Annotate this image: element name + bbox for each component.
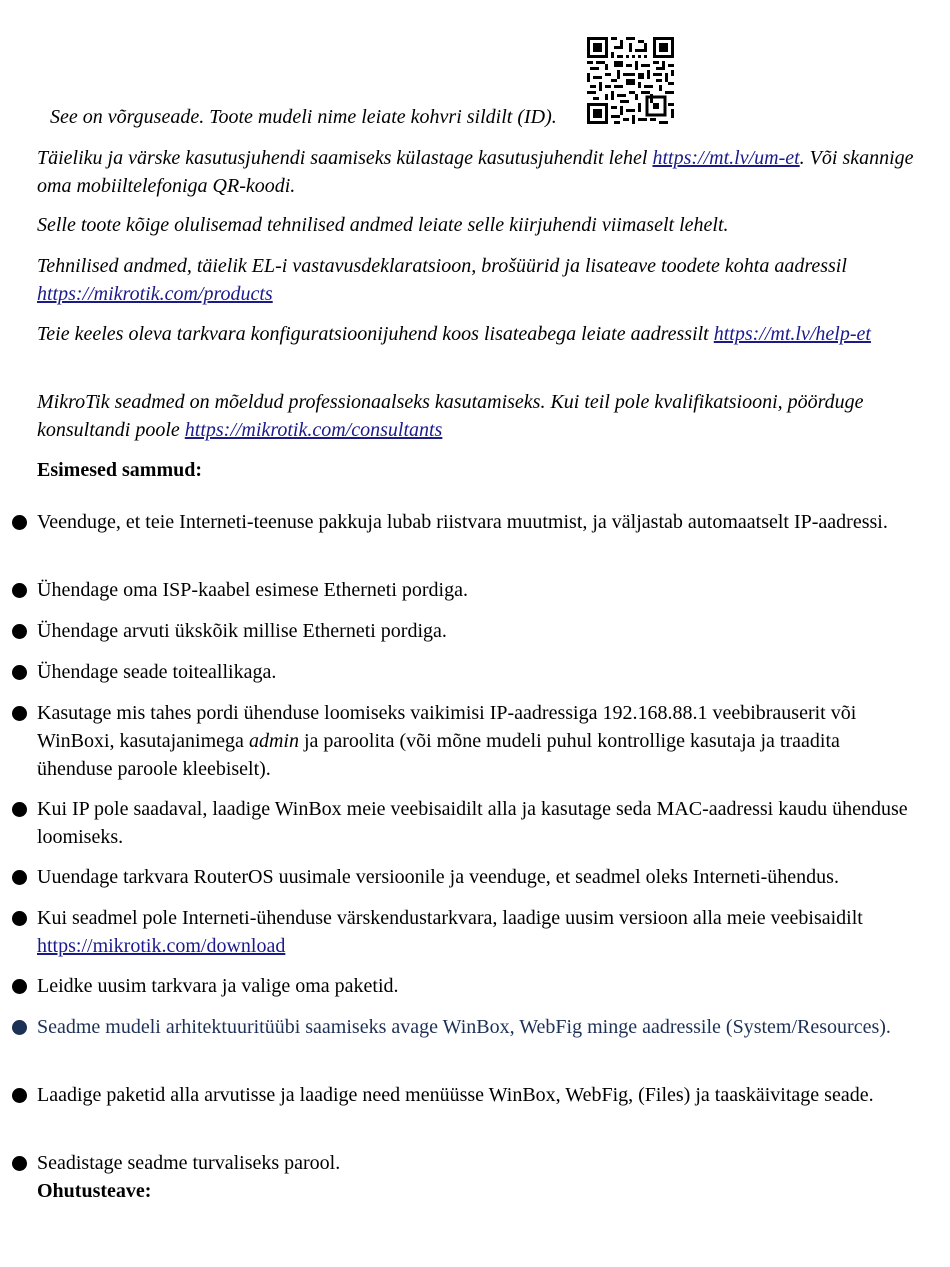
products-paragraph	[37, 252, 917, 308]
username-text: admin	[248, 730, 299, 752]
list-item: Uuendage tarkvara RouterOS uusimale versioonile ja veenduge, et seadmel oleks Interneti-ühendus.	[37, 866, 839, 888]
list-item: Seadme mudeli arhitektuuritüübi saamiseks avage WinBox, WebFig minge aadressile (System/Resources).	[37, 1016, 891, 1038]
bullet-icon	[12, 515, 27, 530]
intro-text: See on võrguseade. Toote mudeli nime leiate kohvri sildilt (ID).	[50, 106, 557, 128]
list-item	[37, 904, 917, 960]
list-item: Seadistage seadme turvaliseks parool.	[37, 1152, 341, 1174]
list-item: Ühendage seade toiteallikaga.	[37, 661, 277, 683]
bullet-icon	[12, 1020, 27, 1035]
first-steps-heading: Esimesed sammud:	[37, 459, 203, 481]
tech-data-paragraph: Selle toote kõige olulisemad tehnilised andmed leiate selle kiirjuhendi viimaselt lehelt.	[37, 214, 729, 236]
list-item: Laadige paketid alla arvutisse ja laadige need menüüsse WinBox, WebFig, (Files) ja taaskäivitage seade.	[37, 1084, 874, 1106]
bullet-icon	[12, 624, 27, 639]
list-item: Ühendage arvuti ükskõik millise Etherneti pordiga.	[37, 620, 447, 642]
manual-link[interactable]: https://mt.lv/um-et	[652, 147, 800, 169]
bullet-icon	[12, 870, 27, 885]
products-text: Tehnilised andmed, täielik EL-i vastavusdeklaratsioon, brošüürid ja lisateave toodete kohta aadressil	[37, 255, 847, 277]
help-text: Teie keeles oleva tarkvara konfiguratsioonijuhend koos lisateabega leiate aadressilt	[37, 323, 709, 345]
list-item: Ühendage oma ISP-kaabel esimese Etherneti pordiga.	[37, 579, 468, 601]
bullet-icon	[12, 1156, 27, 1171]
consultants-link[interactable]: https://mikrotik.com/consultants	[184, 419, 443, 441]
manual-paragraph	[37, 144, 917, 200]
qr-code	[587, 37, 674, 124]
consultants-text: MikroTik seadmed on mõeldud professionaalseks kasutamiseks. Kui teil pole kvalifikatsiooni, pöörduge konsultandi poole	[37, 391, 864, 441]
list-item	[37, 699, 917, 783]
help-paragraph	[37, 320, 917, 348]
manual-text: Täieliku ja värske kasutusjuhendi saamiseks külastage kasutusjuhendit lehel	[37, 147, 648, 169]
login-text: Kasutage mis tahes pordi ühenduse loomiseks vaikimisi IP-aadressiga 192.168.88.1 veebibrauserit või WinBoxi, kasutajanimega	[37, 702, 857, 752]
bullet-icon	[12, 802, 27, 817]
safety-heading: Ohutusteave:	[37, 1180, 152, 1202]
list-item: Kui IP pole saadaval, laadige WinBox meie veebisaidilt alla ja kasutage seda MAC-aadressi kaudu ühenduse loomiseks.	[37, 798, 908, 848]
help-link[interactable]: https://mt.lv/help-et	[713, 323, 871, 345]
bullet-icon	[12, 1088, 27, 1103]
download-link[interactable]: https://mikrotik.com/download	[37, 935, 286, 957]
list-item: Leidke uusim tarkvara ja valige oma paketid.	[37, 975, 399, 997]
bullet-icon	[12, 911, 27, 926]
bullet-icon	[12, 979, 27, 994]
password-text: ja paroolita (või mõne mudeli puhul kontrollige kasutaja ja traadita ühenduse paroole kleebiselt).	[37, 730, 840, 780]
consultants-paragraph	[37, 388, 917, 444]
manual-tail: . Või skannige oma mobiiltelefoniga QR-koodi.	[37, 147, 914, 197]
bullet-icon	[12, 583, 27, 598]
download-text: Kui seadmel pole Interneti-ühenduse värskendustarkvara, laadige uusim versioon alla meie veebisaidilt	[37, 907, 863, 929]
bullet-icon	[12, 706, 27, 721]
list-item: Veenduge, et teie Interneti-teenuse pakkuja lubab riistvara muutmist, ja väljastab automaatselt IP-aadressi.	[37, 511, 888, 533]
bullet-icon	[12, 665, 27, 680]
products-link[interactable]: https://mikrotik.com/products	[37, 283, 273, 305]
